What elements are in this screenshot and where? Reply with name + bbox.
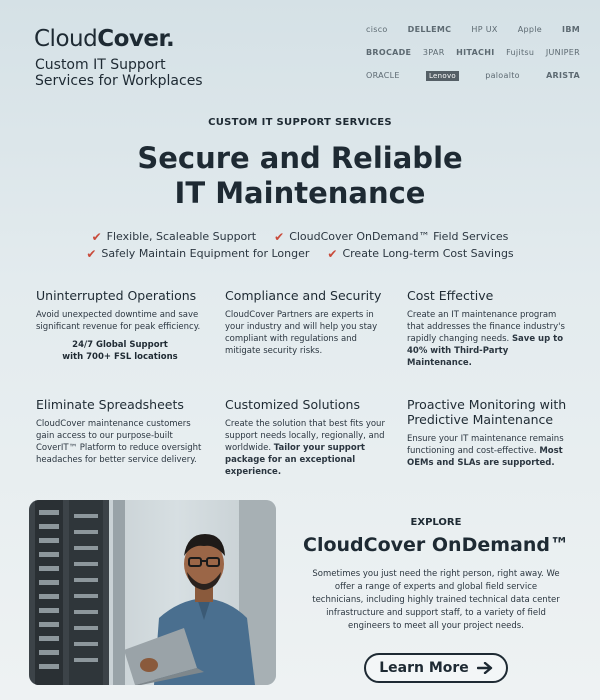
partner-logo-arista: ARISTA bbox=[546, 71, 580, 80]
partner-logo-hitachi: HITACHI bbox=[456, 48, 495, 57]
hero-eyebrow: CUSTOM IT SUPPORT SERVICES bbox=[208, 117, 392, 128]
brand-tagline bbox=[35, 57, 203, 89]
tagline-line-2: Services for Workplaces bbox=[35, 73, 203, 89]
feature-title: Customized Solutions bbox=[225, 397, 360, 412]
arrow-right-icon bbox=[477, 662, 493, 674]
checkmark-icon: ✔ bbox=[86, 246, 97, 261]
learn-more-label: Learn More bbox=[379, 660, 469, 676]
feature-uninterrupted-operations bbox=[36, 288, 204, 363]
feature-proactive-monitoring bbox=[407, 397, 575, 469]
partner-logos bbox=[366, 18, 580, 87]
partner-logo-3par: 3PAR bbox=[422, 48, 445, 57]
feature-title: Compliance and Security bbox=[225, 288, 382, 303]
feature-body: CloudCover maintenance customers gain access to our purpose-built CoverIT™ Platform to reduce oversight headaches for better service delivery. bbox=[36, 419, 202, 465]
partner-logo-fujitsu: Fujitsu bbox=[506, 48, 535, 57]
partner-logo-juniper: JUNIPER bbox=[545, 48, 580, 57]
partner-logo-cisco: cisco bbox=[366, 25, 388, 34]
checkmark-icon: ✔ bbox=[274, 229, 285, 244]
hero-headline bbox=[0, 141, 600, 211]
feature-cost-effective bbox=[407, 288, 575, 369]
headline-line-2: IT Maintenance bbox=[174, 176, 426, 210]
benefit-item: ✔ CloudCover OnDemand™ Field Services bbox=[274, 229, 509, 244]
partner-row bbox=[366, 41, 580, 64]
feature-compliance-security bbox=[225, 288, 390, 357]
feature-body: CloudCover Partners are experts in your industry and will help you stay compliant with regulations and mitigate security risks. bbox=[225, 310, 378, 356]
feature-eliminate-spreadsheets bbox=[36, 397, 204, 466]
partner-logo-hpux: HP UX bbox=[471, 25, 498, 34]
partner-row bbox=[366, 18, 580, 41]
feature-body: Create the solution that best fits your support needs locally, regionally, and worldwide. Tailor your support package for an exceptional experience. bbox=[225, 419, 385, 477]
feature-customized-solutions bbox=[225, 397, 385, 478]
benefit-item: ✔ Create Long-term Cost Savings bbox=[327, 246, 514, 261]
partner-logo-lenovo: Lenovo bbox=[426, 71, 459, 81]
feature-highlight: 24/7 Global Support with 700+ FSL locations bbox=[62, 340, 178, 362]
partner-row bbox=[366, 64, 580, 87]
checkmark-icon: ✔ bbox=[327, 246, 338, 261]
benefit-checklist bbox=[0, 228, 600, 262]
partner-logo-paloalto: paloalto bbox=[485, 71, 520, 80]
feature-body: Create an IT maintenance program that addresses the finance industry's rapidly changing needs. Save up to 40% with Third-Party Maintenance. bbox=[407, 310, 565, 368]
headline-line-1: Secure and Reliable bbox=[137, 141, 463, 175]
feature-body: Ensure your IT maintenance remains functioning and cost-effective. Most OEMs and SLAs are supported. bbox=[407, 434, 564, 468]
logo-bold: Cover. bbox=[97, 26, 175, 52]
brand-logo[interactable] bbox=[34, 26, 174, 52]
partner-logo-oracle: ORACLE bbox=[366, 71, 400, 80]
feature-title: Eliminate Spreadsheets bbox=[36, 397, 184, 412]
feature-title: Cost Effective bbox=[407, 288, 494, 303]
technician-photo bbox=[29, 500, 276, 685]
tagline-line-1: Custom IT Support bbox=[35, 57, 166, 73]
benefit-item: ✔ Safely Maintain Equipment for Longer bbox=[86, 246, 310, 261]
partner-logo-dellemc: DELLEMC bbox=[407, 25, 452, 34]
partner-logo-apple: Apple bbox=[517, 25, 542, 34]
feature-title: Uninterrupted Operations bbox=[36, 288, 197, 303]
cta-body: Sometimes you just need the right person, right away. We offer a range of experts and global field service technicians, including highly trained technical data center infrastructure and support staff, to a variety of field engineers to meet all your project needs. bbox=[312, 569, 560, 631]
partner-logo-brocade: BROCADE bbox=[366, 48, 412, 57]
feature-title: Proactive Monitoring with Predictive Maintenance bbox=[407, 397, 567, 427]
cta-eyebrow: EXPLORE bbox=[410, 517, 462, 528]
feature-body: Avoid unexpected downtime and save significant revenue for peak efficiency. bbox=[36, 310, 201, 332]
partner-logo-ibm: IBM bbox=[562, 25, 580, 34]
learn-more-button[interactable] bbox=[364, 653, 508, 683]
logo-regular: Cloud bbox=[34, 26, 98, 52]
checkmark-icon: ✔ bbox=[91, 229, 102, 244]
technician-illustration bbox=[29, 500, 276, 685]
benefit-item: ✔ Flexible, Scaleable Support bbox=[91, 229, 257, 244]
cta-title: CloudCover OnDemand™ bbox=[303, 534, 569, 556]
